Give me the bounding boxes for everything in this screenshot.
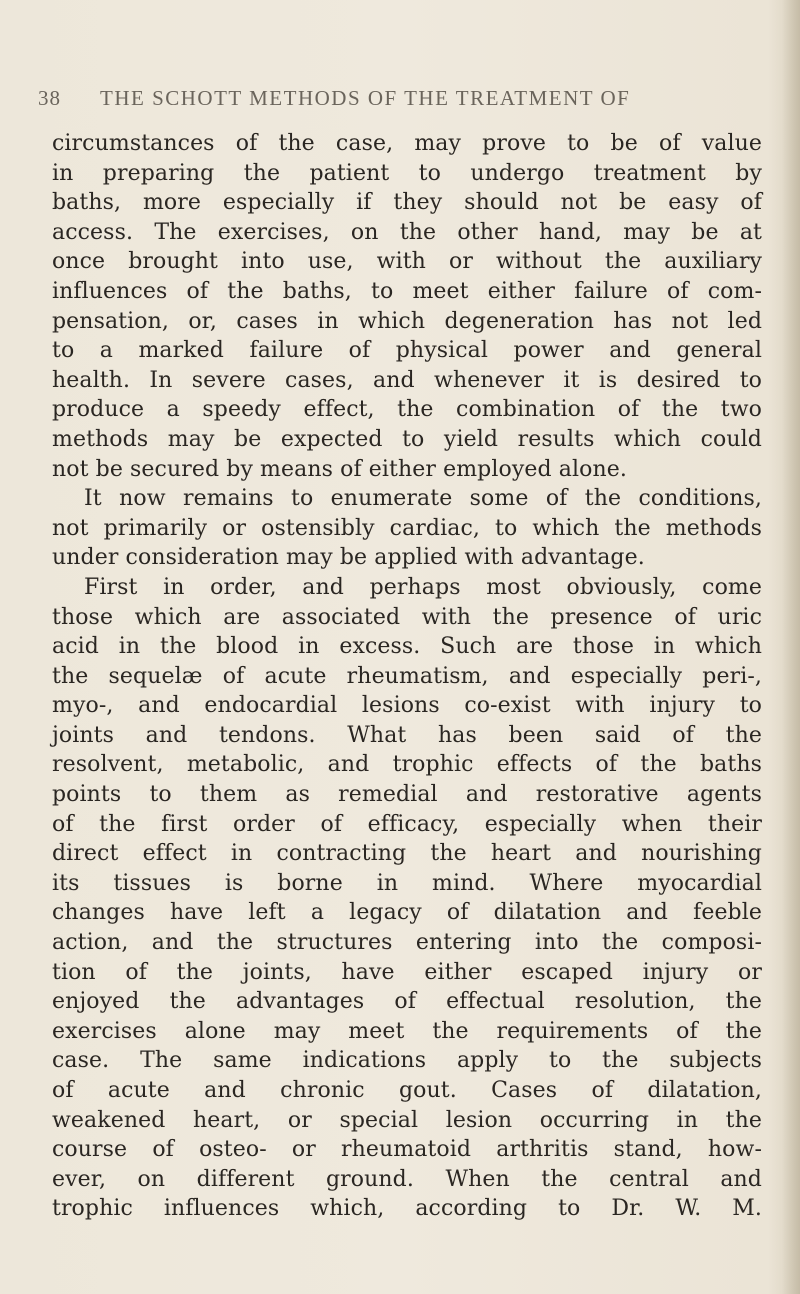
text-line: in preparing the patient to undergo treatment by	[52, 160, 762, 186]
text-line: influences of the baths, to meet either failure of com-	[52, 278, 762, 304]
text-line: of the first order of efficacy, especially when their	[52, 811, 762, 837]
text-line: exercises alone may meet the requirements of the	[52, 1018, 762, 1044]
text-line: pensation, or, cases in which degeneration has not led	[52, 308, 762, 334]
text-line: not primarily or ostensibly cardiac, to which the methods	[52, 515, 762, 541]
text-line: tion of the joints, have either escaped injury or	[52, 959, 762, 985]
text-line: to a marked failure of physical power and general	[52, 338, 762, 364]
text-line: changes have left a legacy of dilatation and feeble	[52, 900, 762, 926]
page-edge-shadow	[782, 0, 800, 1294]
text-line: direct effect in contracting the heart and nourishing	[52, 841, 762, 867]
text-line: myo-, and endocardial lesions co-exist with injury to	[52, 693, 762, 719]
text-line: produce a speedy effect, the combination of the two	[52, 397, 762, 423]
running-title: THE SCHOTT METHODS OF THE TREATMENT OF	[100, 86, 631, 110]
text-line: trophic influences which, according to Dr. W. M.	[52, 1196, 762, 1222]
text-line: the sequelæ of acute rheumatism, and especially peri-,	[52, 663, 762, 689]
text-line: under consideration may be applied with advantage.	[52, 545, 645, 571]
text-line: It now remains to enumerate some of the conditions,	[84, 486, 762, 512]
text-line: of acute and chronic gout. Cases of dilatation,	[52, 1078, 762, 1103]
page-number: 38	[38, 86, 61, 110]
text-line: health. In severe cases, and whenever it is desired to	[52, 367, 762, 393]
text-line: its tissues is borne in mind. Where myocardial	[52, 870, 762, 896]
text-line: access. The exercises, on the other hand, may be at	[52, 219, 762, 245]
text-line: methods may be expected to yield results which could	[52, 426, 762, 452]
body-text	[52, 129, 762, 1224]
text-line: action, and the structures entering into the composi-	[52, 930, 762, 956]
text-line: course of osteo- or rheumatoid arthritis stand, how-	[52, 1137, 762, 1163]
running-header	[38, 86, 758, 116]
text-line: not be secured by means of either employed alone.	[52, 456, 627, 482]
text-line: joints and tendons. What has been said of the	[52, 722, 762, 748]
text-line: ever, on different ground. When the central and	[52, 1166, 762, 1192]
text-line: resolvent, metabolic, and trophic effects of the baths	[52, 752, 762, 778]
text-line: those which are associated with the presence of uric	[52, 604, 762, 630]
text-line: circumstances of the case, may prove to be of value	[52, 131, 762, 156]
text-line: weakened heart, or special lesion occurring in the	[52, 1107, 762, 1133]
text-line: First in order, and perhaps most obviously, come	[84, 574, 762, 600]
text-line: points to them as remedial and restorative agents	[52, 782, 762, 808]
text-line: once brought into use, with or without the auxiliary	[52, 249, 762, 275]
text-line: baths, more especially if they should not be easy of	[52, 190, 762, 216]
text-line: enjoyed the advantages of effectual resolution, the	[52, 989, 762, 1015]
text-line: acid in the blood in excess. Such are those in which	[52, 634, 762, 660]
text-line: case. The same indications apply to the subjects	[52, 1048, 762, 1074]
